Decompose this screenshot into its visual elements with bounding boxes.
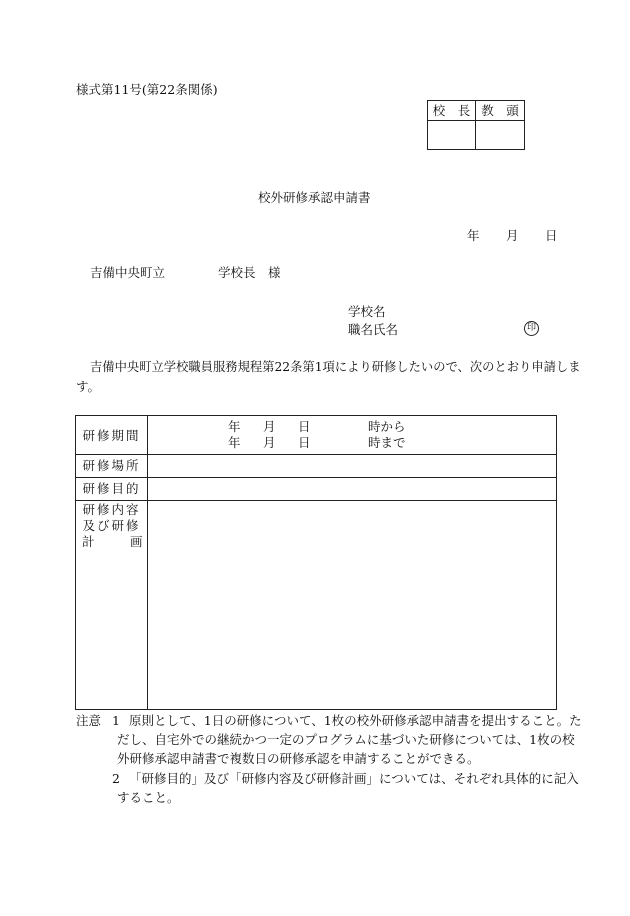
period-from-suffix: 時から (368, 419, 406, 434)
seal-mark: 印 (524, 321, 539, 336)
period-to-suffix: 時まで (368, 435, 406, 450)
period-label: 研修期間 (82, 428, 141, 443)
note-1-line-1: 原則として、1日の研修について、1枚の校外研修承認申請書を提出すること。た (129, 713, 582, 728)
approval-stamp-box (427, 100, 525, 150)
form-title: 校外研修承認申請書 (258, 190, 371, 205)
addressee-town: 吉備中央町立 (90, 265, 166, 280)
principal-stamp-field[interactable] (428, 121, 476, 149)
content-label-line-3a: 計 (82, 534, 95, 549)
period-from-month: 月 (263, 419, 276, 434)
place-label: 研修場所 (82, 458, 141, 473)
note-2-line-1: 「研修目的」及び「研修内容及び研修計画」については、それぞれ具体的に記入 (129, 771, 579, 786)
application-table (75, 415, 557, 710)
period-from-day: 日 (298, 419, 311, 434)
note-2-number: 2 (112, 771, 120, 786)
note-1-line-3: 外研修承認申請書で複数日の研修承認を申請することができる。 (117, 751, 480, 766)
principal-header: 校 長 (428, 101, 476, 121)
vice-principal-header: 教 頭 (476, 101, 524, 121)
vice-principal-stamp-field[interactable] (476, 121, 524, 149)
period-to-day: 日 (298, 435, 311, 450)
body-text-line-1: 吉備中央町立学校職員服務規程第22条第1項により研修したいので、次のとおり申請しま (90, 360, 581, 374)
school-name-label: 学校名 (348, 304, 386, 319)
period-from-year: 年 (228, 419, 241, 434)
content-label-line-2: 及び研修 (82, 518, 141, 533)
date-line: 年 月 日 (467, 228, 559, 243)
content-label-line-3b: 画 (130, 534, 143, 549)
addressee-school: 学校長 様 (218, 265, 281, 280)
place-field[interactable] (148, 455, 556, 477)
note-1-number: 1 (112, 713, 120, 728)
purpose-field[interactable] (148, 478, 556, 500)
note-1-line-2: だし、自宅外での継続かつ一定のプログラムに基づいた研修については、1枚の校 (117, 732, 575, 747)
body-text-line-2: す。 (76, 379, 101, 394)
note-2-line-2: すること。 (117, 790, 180, 805)
notes-heading: 注意 (76, 713, 102, 728)
content-field[interactable] (148, 501, 556, 709)
position-name-label: 職名氏名 (348, 322, 399, 337)
period-to-year: 年 (228, 435, 241, 450)
form-number: 様式第11号(第22条関係) (76, 82, 218, 97)
purpose-label: 研修目的 (82, 481, 141, 496)
content-label-line-1: 研修内容 (82, 502, 141, 517)
period-to-month: 月 (263, 435, 276, 450)
